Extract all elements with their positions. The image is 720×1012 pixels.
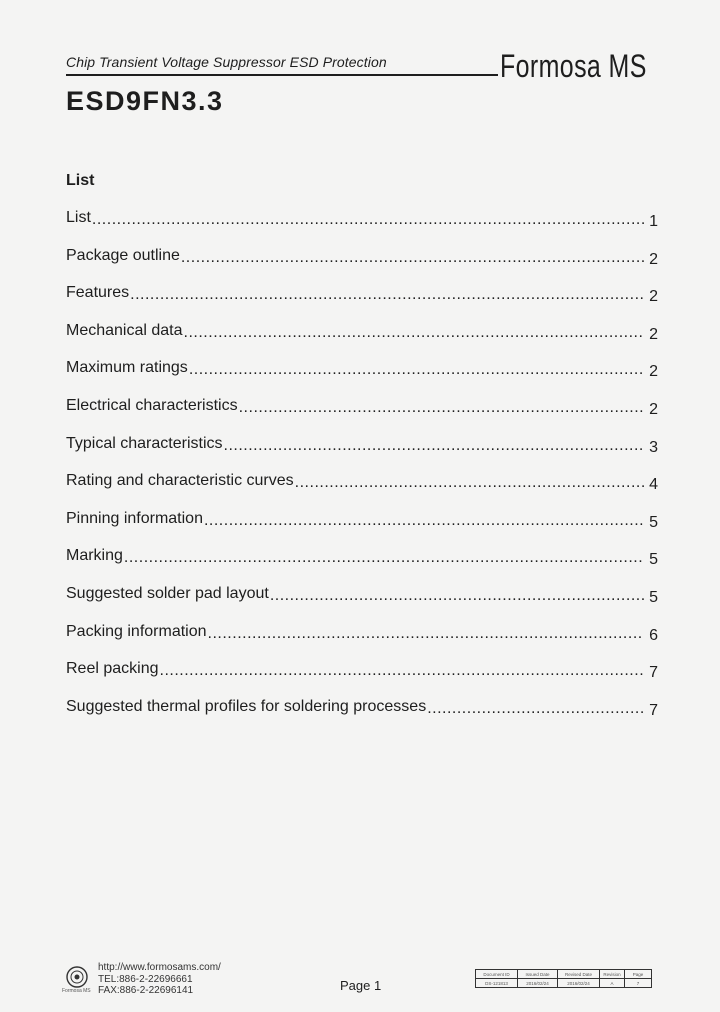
- toc-entry-page: 3: [649, 438, 658, 456]
- page-number: Page 1: [340, 978, 382, 993]
- toc-entry[interactable]: [66, 698, 658, 736]
- toc-entry-title: Features: [66, 284, 130, 302]
- toc-entry-page: 2: [649, 325, 658, 343]
- table-of-contents: [66, 209, 658, 735]
- toc-entry-title: Pinning information: [66, 509, 203, 527]
- toc-entry[interactable]: [66, 397, 658, 435]
- revision-value: A: [600, 979, 625, 988]
- telephone: TEL:886-2-22696661: [98, 973, 193, 985]
- revised-date-header: Revised Date: [558, 970, 600, 979]
- toc-entry-title: Mechanical data: [66, 321, 183, 339]
- logo-caption: Formosa MS: [62, 988, 91, 994]
- toc-entry-title: Packing information: [66, 622, 207, 640]
- toc-entry-page: 4: [649, 476, 658, 494]
- toc-entry-page: 2: [649, 288, 658, 306]
- toc-entry[interactable]: [66, 435, 658, 473]
- page-count-value: 7: [625, 979, 652, 988]
- toc-entry-page: 2: [649, 400, 658, 418]
- toc-leader: [295, 474, 644, 492]
- contact-info: [98, 962, 221, 997]
- toc-entry-page: 7: [649, 664, 658, 682]
- toc-entry-page: 7: [649, 701, 658, 719]
- toc-entry-title: Suggested thermal profiles for soldering processes: [66, 697, 427, 715]
- toc-entry[interactable]: [66, 284, 658, 322]
- page-count-header: Page: [625, 970, 652, 979]
- toc-leader: [181, 249, 644, 267]
- document-info-header-row: [476, 970, 652, 979]
- toc-entry-page: 2: [649, 250, 658, 268]
- toc-entry[interactable]: [66, 585, 658, 623]
- toc-leader: [204, 512, 644, 530]
- toc-leader: [270, 587, 644, 605]
- toc-leader: [92, 211, 644, 229]
- toc-entry-page: 6: [649, 626, 658, 644]
- toc-entry[interactable]: [66, 623, 658, 661]
- toc-entry[interactable]: [66, 547, 658, 585]
- toc-entry[interactable]: [66, 472, 658, 510]
- toc-leader: [160, 662, 645, 680]
- company-logo-icon: [66, 966, 88, 988]
- toc-entry-title: Marking: [66, 547, 123, 565]
- toc-entry-title: Maximum ratings: [66, 359, 188, 377]
- header-rule: [66, 74, 498, 76]
- doc-id-value: DS-121813: [476, 979, 518, 988]
- issued-date-value: 2016/02/24: [518, 979, 558, 988]
- issued-date-header: Issued Date: [518, 970, 558, 979]
- toc-leader: [124, 549, 644, 567]
- document-info-value-row: [476, 979, 652, 988]
- toc-leader: [224, 437, 645, 455]
- toc-leader: [427, 700, 644, 718]
- toc-leader: [239, 399, 644, 417]
- toc-entry-title: Suggested solder pad layout: [66, 584, 269, 602]
- toc-entry-page: 5: [649, 513, 658, 531]
- toc-entry-title: Electrical characteristics: [66, 396, 238, 414]
- toc-entry[interactable]: [66, 209, 658, 247]
- page-footer: [0, 958, 720, 998]
- toc-heading: List: [66, 172, 95, 189]
- toc-entry-page: 5: [649, 588, 658, 606]
- toc-entry-title: Reel packing: [66, 660, 159, 678]
- toc-entry-title: Typical characteristics: [66, 434, 223, 452]
- toc-leader: [184, 324, 644, 342]
- toc-entry-page: 1: [649, 213, 658, 230]
- document-subtitle: Chip Transient Voltage Suppressor ESD Protection: [66, 54, 387, 70]
- toc-entry[interactable]: [66, 660, 658, 698]
- revised-date-value: 2016/02/24: [558, 979, 600, 988]
- toc-entry[interactable]: [66, 322, 658, 360]
- document-info-table: [475, 969, 652, 988]
- website-link[interactable]: http://www.formosams.com/: [98, 962, 221, 973]
- fax: FAX:886-2-22696141: [98, 985, 194, 996]
- toc-entry-title: List: [66, 209, 91, 226]
- revision-header: Revision: [600, 970, 625, 979]
- toc-entry[interactable]: [66, 359, 658, 397]
- toc-entry-title: Rating and characteristic curves: [66, 472, 294, 490]
- doc-id-header: Document ID: [476, 970, 518, 979]
- part-number: ESD9FN3.3: [66, 86, 224, 116]
- toc-leader: [130, 286, 644, 304]
- toc-entry-page: 2: [649, 363, 658, 381]
- brand-name: Formosa MS: [500, 48, 647, 84]
- toc-entry-title: Package outline: [66, 246, 180, 264]
- toc-leader: [189, 361, 644, 379]
- toc-entry-page: 5: [649, 551, 658, 569]
- toc-entry[interactable]: [66, 510, 658, 548]
- toc-entry[interactable]: [66, 247, 658, 285]
- toc-leader: [208, 625, 644, 643]
